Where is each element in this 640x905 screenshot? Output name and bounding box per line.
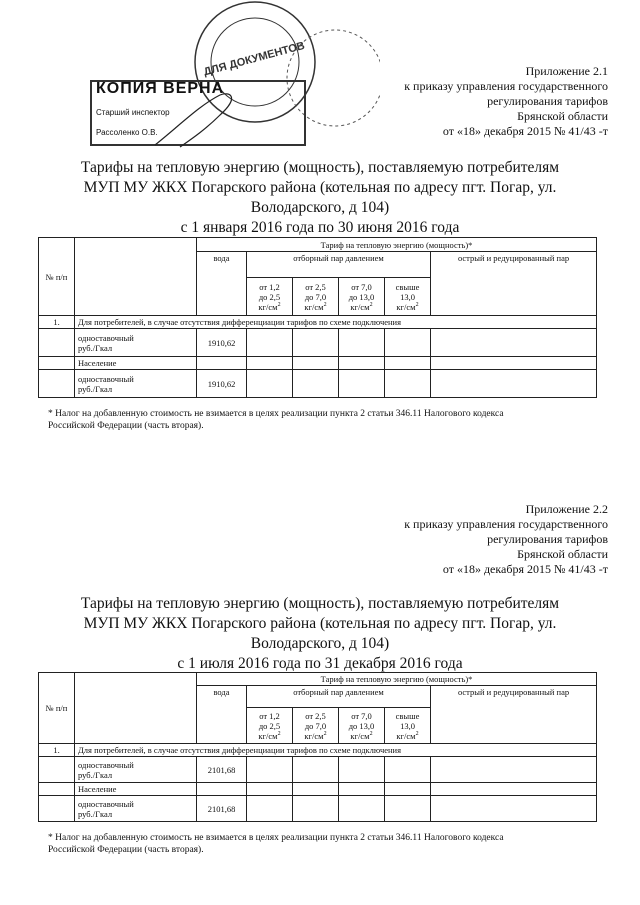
tariff-table-2: № п/п Тариф на тепловую энергию (мощность)* вода отборный пар давлением острый и редуцированный пар от 1,2 до 2,5 $кг/см^2$ от 2,5 до 7,0 $кг/см^2$ от 7,0 до 13,0 $кг/см^2$ свыше 13,0 $кг/см^2$ 1. Для потребителей, в случае отсутствия дифференциации тарифов по схеме подключения одноставочный руб./Гкал 2101,68 Население одноставочный руб./Гкал 2101,68 <box>38 672 597 822</box>
hot-steam-header: острый и редуцированный пар <box>431 686 597 744</box>
population-label: Население <box>75 783 197 796</box>
appendix-2: Приложение 2.2 к приказу управления государственного регулирования тарифов Брянской области от «18» декабря 2015 № 41/43 -т <box>404 502 608 576</box>
tariff-header: Тариф на тепловую энергию (мощность)* <box>197 673 597 686</box>
round-stamp-center: ДЛЯ ДОКУМЕНТОВ <box>202 39 307 79</box>
table-row <box>39 357 597 370</box>
row-label-general: Для потребителей, в случае отсутствия дифференциации тарифов по схеме подключения <box>75 744 597 757</box>
hot-steam-header: острый и редуцированный пар <box>431 252 597 316</box>
population-label: Население <box>75 357 197 370</box>
water-header: вода <box>197 686 247 744</box>
water-value-population: 1910,62 <box>197 370 247 398</box>
tariff-table-1: № п/п Тариф на тепловую энергию (мощность)* вода отборный пар давлением острый и редуцированный пар от 1,2 до 2,5 $кг/см^2$ от 2,5 до 7,0 $кг/см^2$ от 7,0 до 13,0 $кг/см^2$ свыше 13,0 $кг/см^2$ 1. Для потребителей, в случае отсутствия дифференциации тарифов по схеме подключения одноставочный руб./Гкал 1910,62 Население одноставочный руб./Гкал 1910,62 <box>38 237 597 398</box>
water-value-general: 2101,68 <box>197 757 247 783</box>
footnote-1: * Налог на добавленную стоимость не взимается в целях реализации пункта 2 статьи 346.11 Налогового кодекса Российской Федерации (часть вторая). <box>48 409 504 431</box>
col-num-header: № п/п <box>39 673 75 744</box>
steam-header: отборный пар давлением <box>247 252 431 278</box>
row-label-general: Для потребителей, в случае отсутствия дифференциации тарифов по схеме подключения <box>75 316 597 329</box>
title-2: Тарифы на тепловую энергию (мощность), поставляемую потребителям МУП МУ ЖКХ Погарского района (котельная по адресу пгт. Погар, ул. Володарского, д 104) с 1 июля 2016 года по 31 декабря 2016 года <box>80 595 560 672</box>
row-number: 1. <box>39 744 75 757</box>
table-row <box>39 783 597 796</box>
stamp-inspector-name: Рассоленко О.В. <box>96 128 158 137</box>
title-1: Тарифы на тепловую энергию (мощность), поставляемую потребителям МУП МУ ЖКХ Погарского района (котельная по адресу пгт. Погар, ул. Володарского, д 104) с 1 января 2016 года по 30 июня 2016 года <box>80 159 560 236</box>
table-row: одноставочный руб./Гкал 2101,68 <box>39 796 597 822</box>
signature <box>150 85 260 155</box>
table-row: одноставочный руб./Гкал 2101,68 <box>39 757 597 783</box>
stamp-inspector-role: Старший инспектор <box>96 108 170 117</box>
row-number: 1. <box>39 316 75 329</box>
tariff-header: Тариф на тепловую энергию (мощность)* <box>197 238 597 252</box>
footnote-2: * Налог на добавленную стоимость не взимается в целях реализации пункта 2 статьи 346.11 Налогового кодекса Российской Федерации (часть вторая). <box>48 833 504 855</box>
copy-stamp-title: КОПИЯ ВЕРНА <box>96 80 225 97</box>
col-num-header: № п/п <box>39 238 75 316</box>
table-row: одноставочный руб./Гкал 1910,62 <box>39 329 597 357</box>
table-row: одноставочный руб./Гкал 1910,62 <box>39 370 597 398</box>
water-value-population: 2101,68 <box>197 796 247 822</box>
water-value-general: 1910,62 <box>197 329 247 357</box>
steam-header: отборный пар давлением <box>247 686 431 708</box>
appendix-1: Приложение 2.1 к приказу управления государственного регулирования тарифов Брянской области от «18» декабря 2015 № 41/43 -т <box>404 64 608 138</box>
water-header: вода <box>197 252 247 316</box>
